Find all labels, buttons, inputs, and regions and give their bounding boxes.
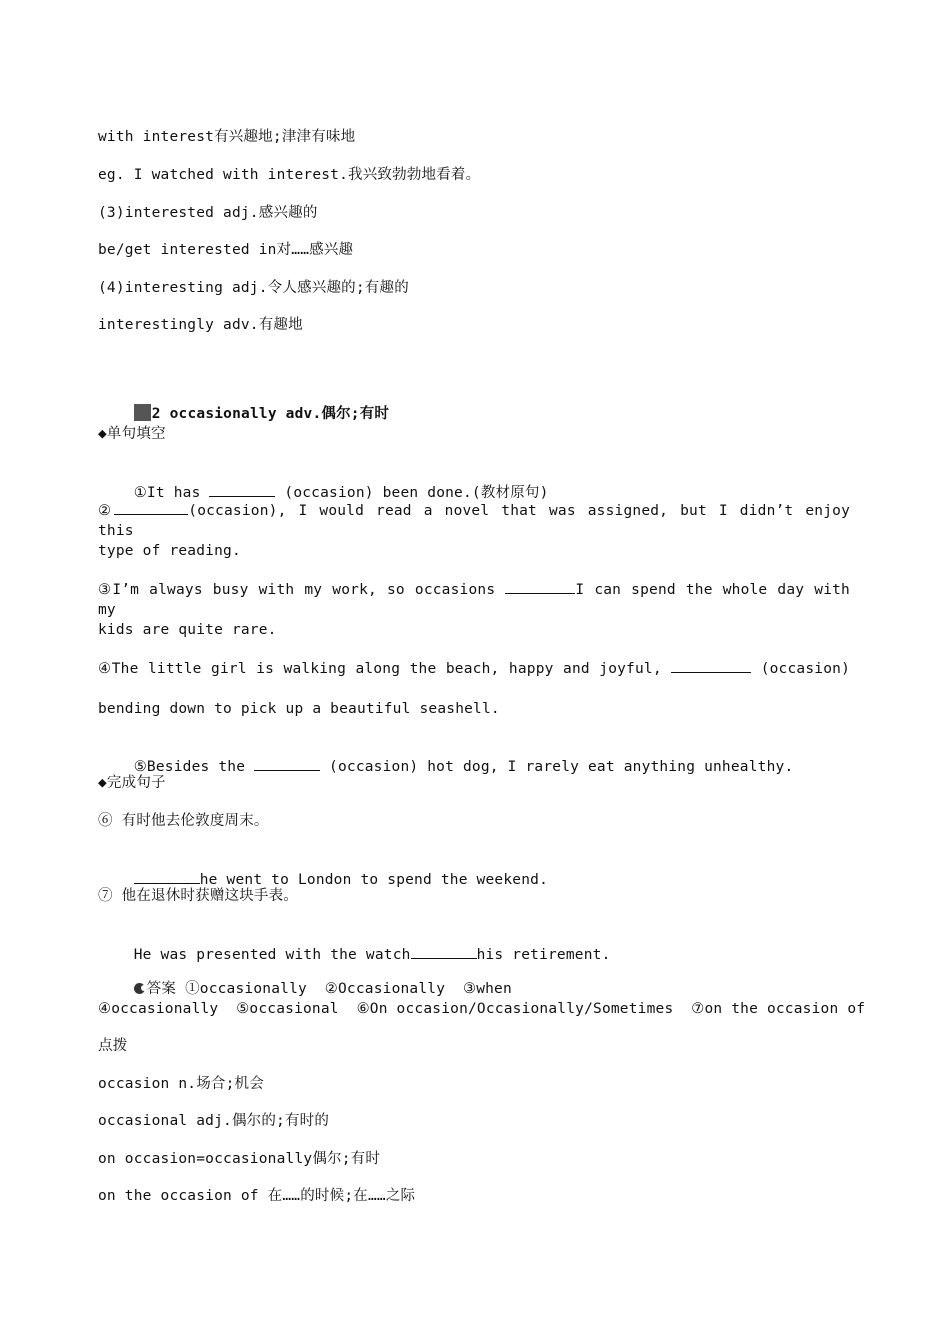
- answer-values: ①occasionally ②Occasionally ③when: [176, 981, 512, 997]
- exercise-title: ◆单句填空: [98, 426, 166, 442]
- exercise-title: ◆完成句子: [98, 775, 166, 791]
- section-heading-text: 2 occasionally adv.偶尔;有时: [151, 406, 390, 422]
- text-line: eg. I watched with interest.我兴致勃勃地看着。: [98, 167, 481, 183]
- answer-icon: [134, 983, 145, 994]
- tip-line: on occasion=occasionally偶尔;有时: [98, 1151, 381, 1167]
- question-4: [98, 658, 850, 679]
- question-text: ③I’m always busy with my work, so occasions: [98, 582, 506, 598]
- answer-label: 答案: [146, 981, 177, 997]
- tip-line: occasion n.场合;机会: [98, 1076, 264, 1092]
- question-text: his retirement.: [476, 947, 611, 963]
- question-2-continued: type of reading.: [98, 543, 241, 559]
- answer-blank[interactable]: [505, 579, 575, 594]
- question-6-chinese: ⑥ 有时他去伦敦度周末。: [98, 813, 269, 829]
- question-text: ①It has: [133, 485, 210, 501]
- answer-blank[interactable]: [114, 500, 188, 515]
- question-text: (occasion) hot dog, I rarely eat anything unhealthy.: [320, 759, 794, 775]
- question-text: ④The little girl is walking along the beach, happy and joyful,: [98, 661, 672, 677]
- square-bullet-icon: [134, 404, 151, 421]
- question-text: He was presented with the watch: [133, 947, 411, 963]
- question-4-continued: bending down to pick up a beautiful seashell.: [98, 701, 500, 717]
- question-7-chinese: ⑦ 他在退休时获赠这块手表。: [98, 888, 299, 904]
- question-3: [98, 579, 850, 620]
- answer-blank[interactable]: [254, 756, 320, 771]
- text-line: (3)interested adj.感兴趣的: [98, 205, 318, 221]
- question-2: [98, 500, 850, 541]
- question-text: ⑤Besides the: [133, 759, 255, 775]
- text-line: be/get interested in对……感兴趣: [98, 242, 354, 258]
- answer-blank[interactable]: [411, 944, 477, 959]
- text-line: (4)interesting adj.令人感兴趣的;有趣的: [98, 280, 409, 296]
- question-text: (occasion): [751, 661, 850, 677]
- answer-blank[interactable]: [671, 658, 751, 673]
- tip-title: 点拨: [98, 1038, 128, 1054]
- answer-blank[interactable]: [209, 482, 275, 497]
- question-text: (occasion) been done.(教材原句): [275, 485, 549, 501]
- question-text: I can spend the whole day with my: [98, 582, 850, 618]
- text-line: with interest有兴趣地;津津有味地: [98, 129, 356, 145]
- question-text: (occasion), I would read a novel that was assigned, but I didn’t enjoy this: [98, 503, 850, 539]
- tip-line: on the occasion of 在……的时候;在……之际: [98, 1188, 416, 1204]
- tip-line: occasional adj.偶尔的;有时的: [98, 1113, 330, 1129]
- question-text: ②: [98, 503, 115, 519]
- text-line: interestingly adv.有趣地: [98, 317, 303, 333]
- answer-blank[interactable]: [134, 869, 200, 884]
- answer-line-2: ④occasionally ⑤occasional ⑥On occasion/Occasionally/Sometimes ⑦on the occasion of: [98, 1001, 866, 1017]
- question-3-continued: kids are quite rare.: [98, 622, 277, 638]
- question-5: [98, 736, 793, 797]
- question-text: he went to London to spend the weekend.: [199, 872, 548, 888]
